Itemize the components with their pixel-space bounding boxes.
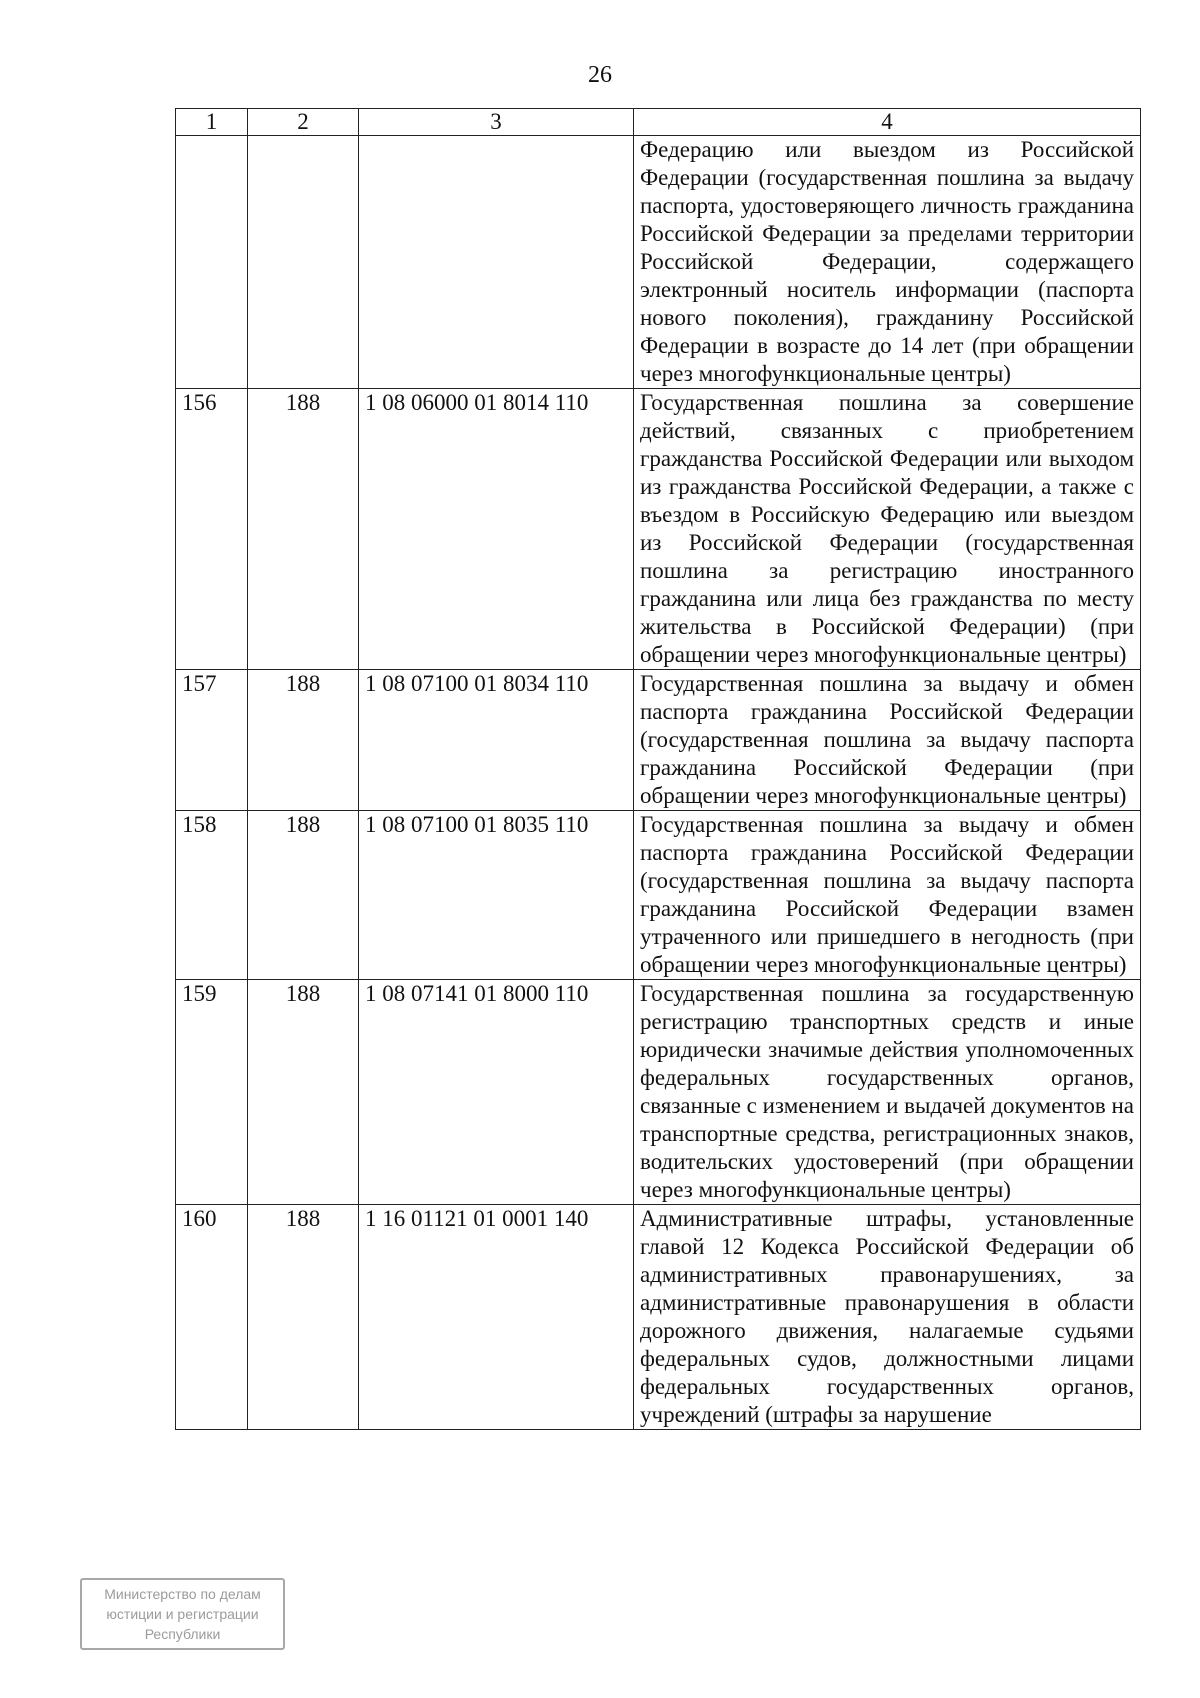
- table-row: [176, 1205, 1141, 1430]
- row-number: 157: [176, 670, 248, 811]
- header-row: [176, 109, 1141, 136]
- row-number: 160: [176, 1205, 248, 1430]
- stamp-line: Министерство по делам: [104, 1586, 261, 1602]
- budget-classification-code: 1 08 07100 01 8034 110: [359, 670, 634, 811]
- revenue-description: Государственная пошлина за выдачу и обмен паспорта гражданина Российской Федерации (государственная пошлина за выдачу паспорта гражданина Российской Федерации (при обращении через многофункциональные центры): [634, 670, 1141, 811]
- row-number: 159: [176, 980, 248, 1205]
- budget-classification-code: 1 08 06000 01 8014 110: [359, 389, 634, 670]
- revenue-description: Государственная пошлина за государственную регистрацию транспортных средств и иные юридически значимые действия уполномоченных федеральных государственных органов, связанные с изменением и выдачей документов на транспортные средства, регистрационных знаков, водительских удостоверений (при обращении через многофункциональные центры): [634, 980, 1141, 1205]
- revenue-description: Административные штрафы, установленные главой 12 Кодекса Российской Федерации об административных правонарушениях, за административные правонарушения в области дорожного движения, налагаемые судьями федеральных судов, должностными лицами федеральных государственных органов, учреждений (штрафы за нарушение: [634, 1205, 1141, 1430]
- table-row: [176, 670, 1141, 811]
- revenue-description: Федерацию или выездом из Российской Федерации (государственная пошлина за выдачу паспорта, удостоверяющего личность гражданина Российской Федерации за пределами территории Российской Федерации, содержащего электронный носитель информации (паспорта нового поколения), гражданину Российской Федерации в возрасте до 14 лет (при обращении через многофункциональные центры): [634, 136, 1141, 389]
- administrator-code: 188: [248, 980, 359, 1205]
- budget-classification-code: 1 16 01121 01 0001 140: [359, 1205, 634, 1430]
- table-row: [176, 136, 1141, 389]
- column-header-1: 1: [176, 109, 248, 136]
- column-header-2: 2: [248, 109, 359, 136]
- budget-classification-code: 1 08 07100 01 8035 110: [359, 811, 634, 980]
- column-header-4: 4: [634, 109, 1141, 136]
- budget-classification-code: [359, 136, 634, 389]
- table-row: [176, 811, 1141, 980]
- column-header-3: 3: [359, 109, 634, 136]
- row-number: 156: [176, 389, 248, 670]
- ministry-stamp: [80, 1578, 285, 1650]
- administrator-code: 188: [248, 811, 359, 980]
- revenue-description: Государственная пошлина за выдачу и обмен паспорта гражданина Российской Федерации (государственная пошлина за выдачу паспорта гражданина Российской Федерации взамен утраченного или пришедшего в негодность (при обращении через многофункциональные центры): [634, 811, 1141, 980]
- row-number: 158: [176, 811, 248, 980]
- revenue-codes-table: [175, 108, 1141, 1430]
- revenue-description: Государственная пошлина за совершение действий, связанных с приобретением гражданства Российской Федерации или выходом из гражданства Российской Федерации, а также с въездом в Российскую Федерацию или выездом из Российской Федерации (государственная пошлина за регистрацию иностранного гражданина или лица без гражданства по месту жительства в Российской Федерации) (при обращении через многофункциональные центры): [634, 389, 1141, 670]
- administrator-code: [248, 136, 359, 389]
- table-row: [176, 389, 1141, 670]
- administrator-code: 188: [248, 1205, 359, 1430]
- row-number: [176, 136, 248, 389]
- administrator-code: 188: [248, 670, 359, 811]
- page-number: 26: [588, 62, 612, 88]
- budget-classification-code: 1 08 07141 01 8000 110: [359, 980, 634, 1205]
- stamp-line: Республики: [144, 1626, 221, 1642]
- stamp-line: юстиции и регистрации: [106, 1606, 259, 1622]
- table-row: [176, 980, 1141, 1205]
- administrator-code: 188: [248, 389, 359, 670]
